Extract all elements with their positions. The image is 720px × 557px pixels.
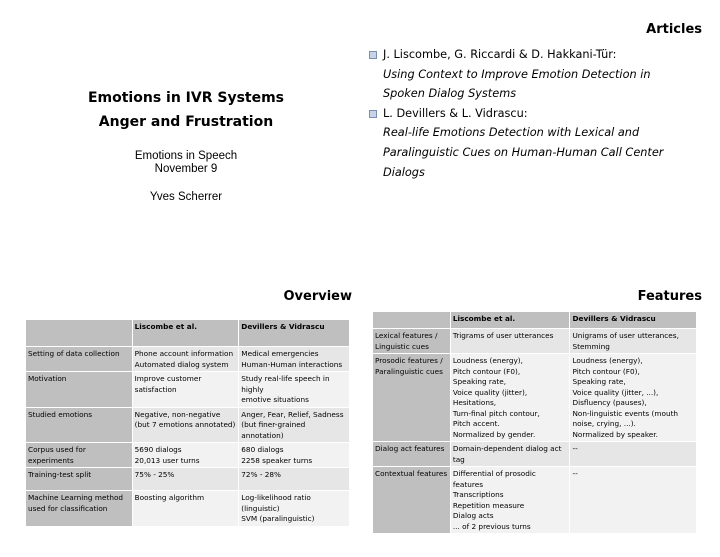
cell-text: Turn-final pitch contour, [452,408,540,418]
table-row [373,467,697,534]
table-row [26,491,350,527]
cell-text: Prosodic features / [375,356,443,365]
table-row [26,443,350,468]
cell-text: Setting of data collection [28,349,120,358]
liscombe-cell [132,443,239,468]
cell-text: Dialog acts [452,511,494,520]
cell-text: Improve customer satisfaction [134,374,202,394]
cell-text: Normalized by speaker. [572,429,658,439]
liscombe-cell [132,407,239,443]
table-row [26,468,350,491]
cell-text: Unigrams of user utterances, [572,331,679,340]
cell-text: Study real-life speech in highly [241,374,330,394]
bullet-icon [369,110,377,118]
course-name: Emotions in Speech [134,150,238,162]
cell-text: 5690 dialogs [134,445,182,454]
cell-text: ... of 2 previous turns [452,521,531,531]
row-label [373,329,451,354]
article-item [369,104,709,182]
devillers-cell [239,372,350,408]
devillers-cell [239,491,350,527]
cell-text: Linguistic cues [375,341,429,351]
cell-text: Pitch accent. [452,419,500,428]
devillers-cell [570,329,697,354]
article-authors: J. Liscombe, G. Riccardi & D. Hakkani-Tür: [383,48,617,61]
cell-text: Pitch contour (F0), [572,366,640,376]
row-label [26,372,133,408]
cell-text: Automated dialog system [134,359,229,369]
article-title-line: Paralinguistic Cues on Human-Human Call Center [383,145,664,159]
row-label [26,347,133,372]
table-row [373,442,697,467]
table-row [373,354,697,442]
overview-heading: Overview [283,289,352,304]
cell-text: Transcriptions [452,490,504,499]
cell-text: Voice quality (jitter, ...), [572,387,659,397]
features-heading: Features [637,289,702,304]
column-header: Devillers & Vidrascu [239,320,350,347]
cell-text: (but finer-grained annotation) [241,420,306,440]
cell-text: Speaking rate, [452,377,507,386]
column-header: Devillers & Vidrascu [570,312,697,329]
row-label [373,467,451,534]
devillers-cell [239,347,350,372]
cell-text: Speaking rate, [572,377,626,386]
cell-text: Human-Human interactions [241,359,343,369]
cell-text: -- [572,469,578,478]
liscombe-cell [450,354,570,442]
cell-text: Anger, Fear, Relief, Sadness [241,409,344,419]
features-table [372,311,697,534]
row-label [26,491,133,527]
cell-text: Loudness (energy), [452,356,523,365]
cell-text: used for classification [28,503,108,513]
cell-text: Phone account information [134,349,234,358]
article-title-line: Spoken Dialog Systems [383,87,517,101]
devillers-cell [570,467,697,534]
row-label [26,407,133,443]
cell-text: Pitch contour (F0), [452,366,521,376]
cell-text: (but 7 emotions annotated) [134,420,236,429]
table-header-row [26,320,350,347]
row-label [26,443,133,468]
cell-text: Paralinguistic cues [375,366,443,376]
liscombe-cell [132,468,239,491]
cell-text: emotive situations [241,395,309,404]
cell-text: Negative, non-negative [134,409,221,419]
cell-text: 75% - 25% [134,470,175,479]
liscombe-cell [450,467,570,534]
author-name: Yves Scherrer [149,191,223,203]
cell-text: Machine Learning method [28,493,124,502]
liscombe-cell [132,491,239,527]
liscombe-cell [450,442,570,467]
article-title-line: Dialogs [383,165,425,179]
cell-text: Voice quality (jitter), [452,387,528,397]
table-row [373,329,697,354]
devillers-cell [239,407,350,443]
devillers-cell [570,354,697,442]
cell-text: Contextual features [375,469,448,478]
cell-text: 680 dialogs [241,445,284,454]
cell-text: Training-test split [28,470,92,479]
cell-text: 2258 speaker turns [241,455,313,465]
cell-text: 20,013 user turns [134,455,200,465]
cell-text: Repetition measure [452,500,525,510]
article-authors: L. Devillers & L. Vidrascu: [383,106,528,120]
articles-list [369,45,709,182]
cell-text: Differential of prosodic features [452,469,536,489]
cell-text: Studied emotions [28,409,93,419]
cell-text: Normalized by gender. [452,429,536,439]
cell-text: Dialog act features [375,444,445,453]
cell-text: -- [572,444,578,453]
row-label [26,468,133,491]
devillers-cell [239,443,350,468]
table-corner [373,312,451,329]
devillers-cell [570,442,697,467]
liscombe-cell [132,347,239,372]
bullet-icon [369,51,377,59]
cell-text: Boosting algorithm [134,493,205,502]
cell-text: Lexical features / [375,331,438,340]
table-row [26,347,350,372]
column-header: Liscombe et al. [450,312,570,329]
cell-text: Medical emergencies [241,349,319,358]
row-label [373,354,451,442]
overview-table [25,319,350,527]
title-line-1: Emotions in IVR Systems [87,90,285,106]
table-row [26,407,350,443]
cell-text: Disfluency (pauses), [572,398,647,407]
cell-text: Loudness (energy), [572,356,643,365]
table-header-row [373,312,697,329]
column-header: Liscombe et al. [132,320,239,347]
title-line-2: Anger and Frustration [98,114,274,130]
cell-text: Motivation [28,374,67,383]
table-corner [26,320,133,347]
cell-text: noise, crying, ...). [572,419,636,428]
cell-text: Non-linguistic events (mouth [572,408,679,418]
devillers-cell [239,468,350,491]
row-label [373,442,451,467]
cell-text: Hesitations, [452,398,497,407]
cell-text: Domain-dependent dialog act tag [452,444,562,464]
liscombe-cell [450,329,570,354]
article-title-line: Using Context to Improve Emotion Detection in [383,67,651,81]
cell-text: Corpus used for experiments [28,445,86,465]
cell-text: SVM (paralinguistic) [241,514,315,523]
article-item [369,45,709,104]
liscombe-cell [132,372,239,408]
cell-text: 72% - 28% [241,470,281,479]
article-title-line: Real-life Emotions Detection with Lexical and [383,126,640,140]
cell-text: Log-likelihood ratio (linguistic) [241,493,311,513]
articles-heading: Articles [646,22,702,37]
cell-text: Stemming [572,341,610,351]
table-row [26,372,350,408]
course-date: November 9 [154,163,218,175]
cell-text: Trigrams of user utterances [452,331,554,340]
